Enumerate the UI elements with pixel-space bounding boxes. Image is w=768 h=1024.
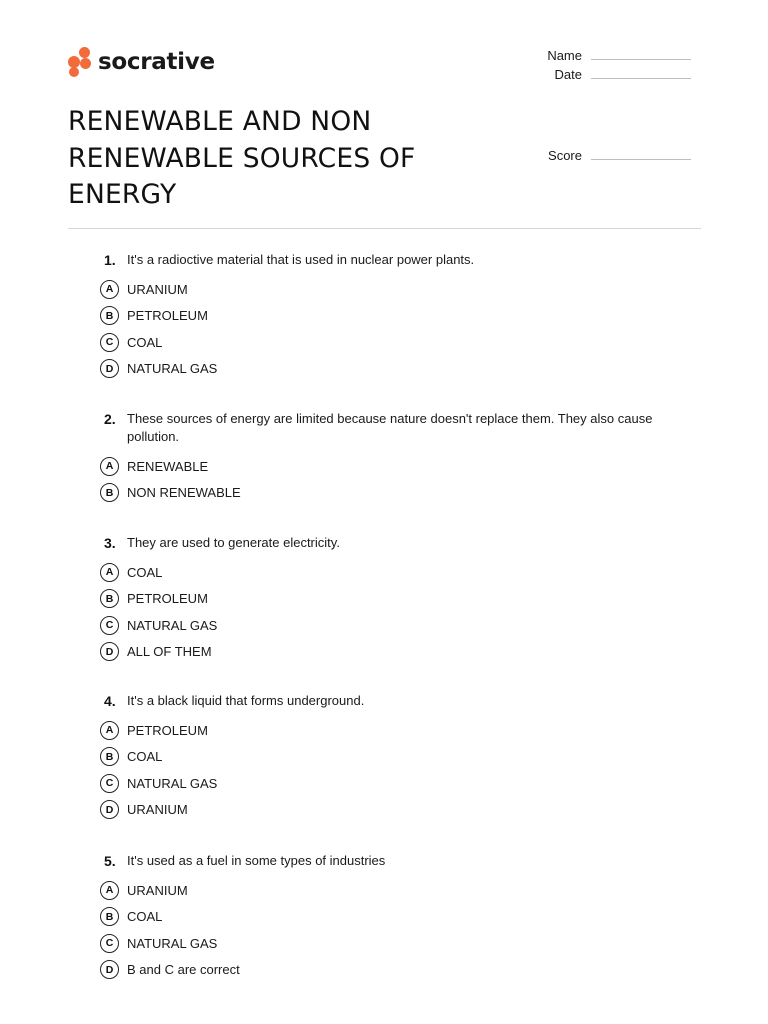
option-a[interactable] (100, 453, 700, 480)
option-letter-badge: D (100, 800, 119, 819)
question-text: They are used to generate electricity. (127, 535, 340, 550)
option-letter-badge: D (100, 642, 119, 661)
option-text: COAL (127, 334, 163, 350)
date-line (591, 78, 691, 79)
question-number: 2. (104, 411, 116, 427)
date-label: Date (554, 67, 582, 82)
option-letter-badge: B (100, 483, 119, 502)
question-5 (100, 852, 700, 983)
option-text: PETROLEUM (127, 591, 208, 607)
question-number: 5. (104, 853, 116, 869)
option-text: URANIUM (127, 882, 188, 898)
option-text: NATURAL GAS (127, 361, 218, 377)
option-text: RENEWABLE (127, 458, 209, 474)
option-letter-badge: B (100, 589, 119, 608)
option-c[interactable] (100, 770, 700, 797)
option-text: PETROLEUM (127, 308, 208, 324)
option-letter-badge: C (100, 333, 119, 352)
date-field (541, 67, 691, 82)
question-number: 1. (104, 252, 116, 268)
option-letter-badge: A (100, 457, 119, 476)
option-d[interactable] (100, 639, 700, 666)
socrative-logo (68, 45, 215, 79)
option-text: B and C are correct (127, 962, 240, 978)
option-text: COAL (127, 749, 163, 765)
question-header (100, 534, 700, 552)
name-line (591, 59, 691, 60)
logo-text: socrative (98, 49, 215, 75)
option-d[interactable] (100, 797, 700, 824)
question-number: 3. (104, 535, 116, 551)
question-number: 4. (104, 693, 116, 709)
option-d[interactable] (100, 356, 700, 383)
option-text: PETROLEUM (127, 722, 208, 738)
option-letter-badge: B (100, 747, 119, 766)
name-field (541, 48, 691, 63)
score-label: Score (548, 148, 582, 163)
option-text: COAL (127, 909, 163, 925)
question-text: It's used as a fuel in some types of industries (127, 853, 386, 868)
score-line (591, 159, 691, 160)
score-field (541, 148, 691, 163)
question-header (100, 410, 700, 446)
option-letter-badge: B (100, 306, 119, 325)
question-header (100, 852, 700, 870)
option-d[interactable] (100, 957, 700, 984)
option-letter-badge: A (100, 721, 119, 740)
option-letter-badge: C (100, 934, 119, 953)
question-4 (100, 692, 700, 823)
question-2 (100, 410, 700, 506)
name-label: Name (547, 48, 582, 63)
option-a[interactable] (100, 276, 700, 303)
question-1 (100, 251, 700, 382)
option-text: URANIUM (127, 281, 188, 297)
option-a[interactable] (100, 559, 700, 586)
option-b[interactable] (100, 303, 700, 330)
question-text: It's a radioctive material that is used in nuclear power plants. (127, 252, 475, 267)
option-text: COAL (127, 564, 163, 580)
option-text: NATURAL GAS (127, 935, 218, 951)
option-letter-badge: A (100, 563, 119, 582)
option-b[interactable] (100, 586, 700, 613)
logo-dots-icon (68, 45, 92, 79)
option-letter-badge: B (100, 907, 119, 926)
option-letter-badge: D (100, 960, 119, 979)
question-header (100, 692, 700, 710)
option-b[interactable] (100, 744, 700, 771)
worksheet-title: RENEWABLE AND NON RENEWABLE SOURCES OF ENERGY (68, 106, 416, 210)
option-text: NATURAL GAS (127, 617, 218, 633)
option-c[interactable] (100, 612, 700, 639)
option-letter-badge: C (100, 774, 119, 793)
question-text: It's a black liquid that forms underground. (127, 693, 365, 708)
question-header (100, 251, 700, 269)
option-letter-badge: A (100, 280, 119, 299)
option-letter-badge: C (100, 616, 119, 635)
option-b[interactable] (100, 480, 700, 507)
option-letter-badge: D (100, 359, 119, 378)
question-text: These sources of energy are limited because nature doesn't replace them. They also cause pollution. (127, 411, 653, 444)
option-text: URANIUM (127, 802, 188, 818)
option-text: NATURAL GAS (127, 775, 218, 791)
option-a[interactable] (100, 877, 700, 904)
option-letter-badge: A (100, 881, 119, 900)
option-c[interactable] (100, 930, 700, 957)
header-divider (68, 228, 701, 229)
option-a[interactable] (100, 717, 700, 744)
option-text: NON RENEWABLE (127, 485, 241, 501)
option-c[interactable] (100, 329, 700, 356)
question-3 (100, 534, 700, 665)
option-b[interactable] (100, 904, 700, 931)
option-text: ALL OF THEM (127, 644, 212, 660)
